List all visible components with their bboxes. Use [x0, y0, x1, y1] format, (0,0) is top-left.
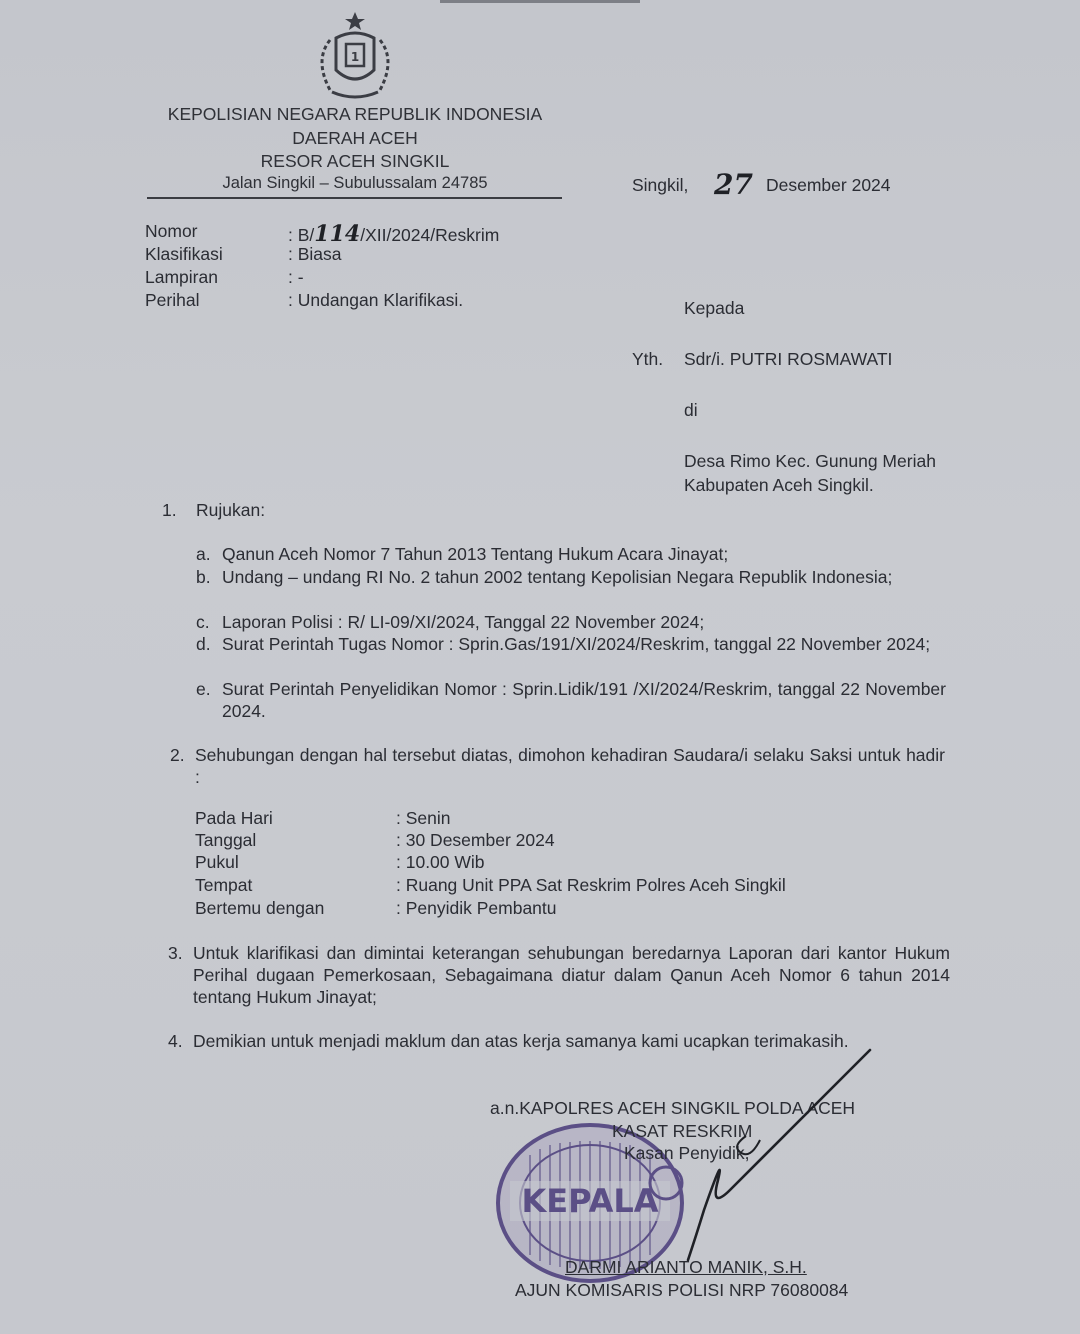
letter-month-year: Desember 2024 [766, 175, 891, 195]
ref-item: Surat Perintah Tugas Nomor : Sprin.Gas/191/XI/2024/Reskrim, tanggal 22 November 2024; [222, 634, 931, 654]
schedule-label: Pada Hari [195, 808, 273, 828]
schedule-value: : Penyidik Pembantu [396, 898, 557, 918]
institution-address: Jalan Singkil – Subulussalam 24785 [222, 174, 488, 192]
institution-resort: RESOR ACEH SINGKIL [260, 151, 450, 171]
schedule-value: : 30 Desember 2024 [396, 830, 555, 850]
police-crest-icon [300, 10, 410, 105]
section-1-number: 1. [162, 500, 177, 520]
ref-letter: e. [196, 679, 211, 699]
institution-name: KEPOLISIAN NEGARA REPUBLIK INDONESIA [167, 104, 543, 124]
perihal-label: Perihal [145, 290, 200, 310]
stamp-text: KEPALA [521, 1182, 659, 1220]
section-4-text: Demikian untuk menjadi maklum dan atas kerja samanya kami ucapkan terimakasih. [193, 1031, 849, 1051]
signature-title-1: KASAT RESKRIM [612, 1121, 753, 1141]
section-3-number: 3. [168, 943, 183, 963]
schedule-value: : Ruang Unit PPA Sat Reskrim Polres Aceh Singkil [396, 875, 786, 895]
schedule-label: Pukul [195, 852, 239, 872]
kepada-label: Kepada [684, 298, 745, 318]
section-4-number: 4. [168, 1031, 183, 1051]
institution-region: DAERAH ACEH [292, 128, 418, 148]
nomor-label: Nomor [145, 221, 198, 241]
nomor-suffix: /XII/2024/Reskrim [360, 225, 500, 245]
recipient-address-1: Desa Rimo Kec. Gunung Meriah [684, 451, 936, 471]
recipient-address-2: Kabupaten Aceh Singkil. [684, 475, 874, 495]
ref-letter: b. [196, 567, 211, 587]
ref-item: Surat Perintah Penyelidikan Nomor : Sprin.Lidik/191 /XI/2024/Reskrim, tanggal 22 November 2024. [222, 679, 946, 721]
lampiran-label: Lampiran [145, 267, 218, 287]
section-2-text: Sehubungan dengan hal tersebut diatas, dimohon kehadiran Saudara/i selaku Saksi untuk hadir : [195, 745, 945, 787]
yth-label: Yth. [632, 349, 664, 369]
schedule-label: Tanggal [195, 830, 257, 850]
letterhead-divider [147, 197, 562, 199]
ref-item: Undang – undang RI No. 2 tahun 2002 tentang Kepolisian Negara Republik Indonesia; [222, 567, 893, 587]
section-2-number: 2. [170, 745, 185, 765]
klasifikasi-label: Klasifikasi [145, 244, 223, 264]
signature-title-2: Kasan Penyidik, [624, 1143, 750, 1163]
ref-item: Qanun Aceh Nomor 7 Tahun 2013 Tentang Hukum Acara Jinayat; [222, 544, 729, 564]
svg-text:1: 1 [350, 50, 360, 64]
signature-on-behalf: a.n.KAPOLRES ACEH SINGKIL POLDA ACEH [490, 1098, 856, 1118]
nomor-prefix: : B/ [288, 225, 315, 245]
ref-letter: a. [196, 544, 211, 564]
nomor-handwritten: 114 [314, 221, 361, 247]
recipient-name: Sdr/i. PUTRI ROSMAWATI [684, 349, 893, 369]
perihal-value: : Undangan Klarifikasi. [288, 290, 464, 310]
letter-place: Singkil, [632, 175, 689, 195]
klasifikasi-value: : Biasa [288, 244, 342, 264]
lampiran-value: : - [288, 267, 304, 287]
schedule-label: Tempat [195, 875, 253, 895]
signatory-name: DARMI ARIANTO MANIK, S.H. [565, 1257, 807, 1277]
ref-item: Laporan Polisi : R/ LI-09/XI/2024, Tanggal 22 November 2024; [222, 612, 705, 632]
paper-edge [440, 0, 640, 3]
schedule-value: : 10.00 Wib [396, 852, 485, 872]
schedule-label: Bertemu dengan [195, 898, 325, 918]
signatory-rank: AJUN KOMISARIS POLISI NRP 76080084 [515, 1280, 849, 1300]
section-1-title: Rujukan: [196, 500, 266, 520]
di-label: di [684, 400, 698, 420]
ref-letter: d. [196, 634, 211, 654]
handwritten-signature [600, 1040, 890, 1280]
schedule-value: : Senin [396, 808, 451, 828]
ref-letter: c. [196, 612, 210, 632]
letter-day-handwritten: 27 [714, 168, 753, 201]
section-3-text: Untuk klarifikasi dan dimintai keterangan sehubungan beredarnya Laporan dari kantor Hukum Perihal dugaan Pemerkosaan, Sebagaimana diatur dalam Qanun Aceh Nomor 6 tahun 2014 tentang Hukum Jinayat; [193, 943, 950, 1007]
